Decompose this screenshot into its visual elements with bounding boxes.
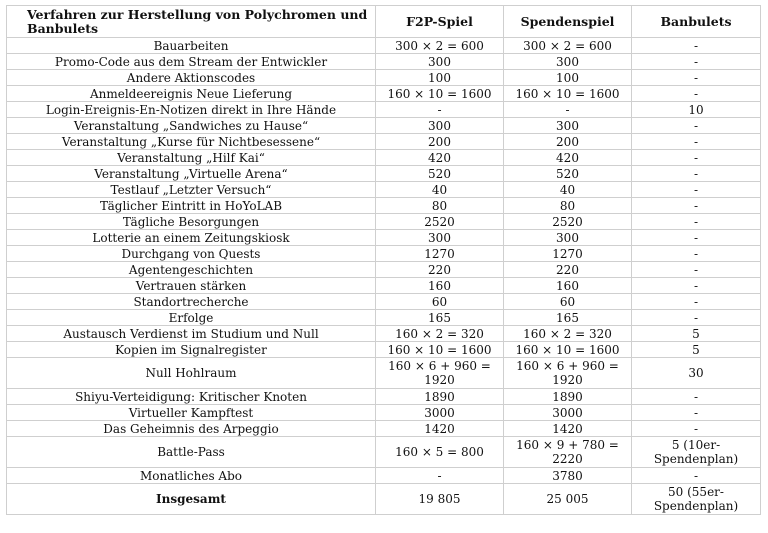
banbulets-cell: -: [632, 166, 761, 182]
method-cell: Veranstaltung „Hilf Kai“: [7, 150, 376, 166]
donation-cell: 300: [504, 118, 632, 134]
table-row: [7, 437, 761, 468]
banbulets-cell: -: [632, 421, 761, 437]
banbulets-cell: -: [632, 150, 761, 166]
donation-cell: 25 005: [504, 484, 632, 515]
donation-cell: 165: [504, 310, 632, 326]
f2p-cell: -: [376, 468, 504, 484]
method-cell: Tägliche Besorgungen: [7, 214, 376, 230]
donation-cell: 160 × 10 = 1600: [504, 342, 632, 358]
donation-cell: 200: [504, 134, 632, 150]
banbulets-cell: -: [632, 118, 761, 134]
f2p-cell: 40: [376, 182, 504, 198]
table-row: [7, 182, 761, 198]
donation-cell: 160 × 10 = 1600: [504, 86, 632, 102]
table-row: [7, 342, 761, 358]
banbulets-cell: -: [632, 389, 761, 405]
method-cell: Lotterie an einem Zeitungskiosk: [7, 230, 376, 246]
f2p-cell: 160 × 10 = 1600: [376, 342, 504, 358]
table-row: [7, 230, 761, 246]
f2p-cell: 520: [376, 166, 504, 182]
table-row: [7, 134, 761, 150]
method-cell: Monatliches Abo: [7, 468, 376, 484]
method-cell: Andere Aktionscodes: [7, 70, 376, 86]
method-cell: Virtueller Kampftest: [7, 405, 376, 421]
table-row: [7, 484, 761, 515]
method-cell: Login-Ereignis-En-Notizen direkt in Ihre Hände: [7, 102, 376, 118]
f2p-cell: 160 × 2 = 320: [376, 326, 504, 342]
banbulets-cell: -: [632, 182, 761, 198]
f2p-cell: 300: [376, 118, 504, 134]
donation-cell: 1420: [504, 421, 632, 437]
donation-cell: 60: [504, 294, 632, 310]
table-row: [7, 86, 761, 102]
f2p-cell: 300 × 2 = 600: [376, 38, 504, 54]
f2p-cell: 420: [376, 150, 504, 166]
f2p-cell: 200: [376, 134, 504, 150]
donation-cell: 3000: [504, 405, 632, 421]
banbulets-cell: 5: [632, 342, 761, 358]
banbulets-cell: 5 (10er-Spendenplan): [632, 437, 761, 468]
f2p-cell: 220: [376, 262, 504, 278]
f2p-cell: 160 × 6 + 960 = 1920: [376, 358, 504, 389]
method-cell: Vertrauen stärken: [7, 278, 376, 294]
banbulets-cell: -: [632, 70, 761, 86]
method-cell: Veranstaltung „Virtuelle Arena“: [7, 166, 376, 182]
table-row: [7, 150, 761, 166]
f2p-cell: 160 × 10 = 1600: [376, 86, 504, 102]
table-wrapper: [6, 5, 761, 515]
banbulets-cell: -: [632, 198, 761, 214]
donation-cell: 420: [504, 150, 632, 166]
table-row: [7, 38, 761, 54]
banbulets-cell: -: [632, 86, 761, 102]
donation-cell: 2520: [504, 214, 632, 230]
method-cell: Erfolge: [7, 310, 376, 326]
banbulets-cell: -: [632, 246, 761, 262]
f2p-cell: 2520: [376, 214, 504, 230]
banbulets-cell: -: [632, 38, 761, 54]
banbulets-cell: -: [632, 310, 761, 326]
method-cell: Insgesamt: [7, 484, 376, 515]
donation-cell: 220: [504, 262, 632, 278]
banbulets-cell: -: [632, 278, 761, 294]
table-row: [7, 421, 761, 437]
f2p-cell: 3000: [376, 405, 504, 421]
donation-cell: 300 × 2 = 600: [504, 38, 632, 54]
f2p-cell: 80: [376, 198, 504, 214]
f2p-cell: 1420: [376, 421, 504, 437]
f2p-cell: 300: [376, 54, 504, 70]
table-row: [7, 166, 761, 182]
f2p-cell: 100: [376, 70, 504, 86]
f2p-cell: 165: [376, 310, 504, 326]
method-cell: Anmeldeereignis Neue Lieferung: [7, 86, 376, 102]
table-body: [7, 38, 761, 515]
banbulets-cell: -: [632, 214, 761, 230]
table-row: [7, 326, 761, 342]
header-donation: Spendenspiel: [504, 6, 632, 38]
banbulets-cell: -: [632, 230, 761, 246]
banbulets-cell: -: [632, 262, 761, 278]
method-cell: Standortrecherche: [7, 294, 376, 310]
table-row: [7, 54, 761, 70]
table-row: [7, 405, 761, 421]
banbulets-cell: 5: [632, 326, 761, 342]
method-cell: Shiyu-Verteidigung: Kritischer Knoten: [7, 389, 376, 405]
table-row: [7, 262, 761, 278]
header-method: Verfahren zur Herstellung von Polychromen und Banbulets: [7, 6, 376, 38]
donation-cell: 520: [504, 166, 632, 182]
banbulets-cell: -: [632, 134, 761, 150]
banbulets-cell: -: [632, 468, 761, 484]
f2p-cell: 160 × 5 = 800: [376, 437, 504, 468]
table-row: [7, 214, 761, 230]
table-row: [7, 310, 761, 326]
method-cell: Agentengeschichten: [7, 262, 376, 278]
donation-cell: -: [504, 102, 632, 118]
donation-cell: 1890: [504, 389, 632, 405]
banbulets-cell: -: [632, 54, 761, 70]
table-row: [7, 118, 761, 134]
method-cell: Null Hohlraum: [7, 358, 376, 389]
methods-table: [6, 5, 761, 515]
method-cell: Austausch Verdienst im Studium und Null: [7, 326, 376, 342]
donation-cell: 160 × 6 + 960 = 1920: [504, 358, 632, 389]
method-cell: Durchgang von Quests: [7, 246, 376, 262]
donation-cell: 3780: [504, 468, 632, 484]
table-row: [7, 389, 761, 405]
header-f2p: F2P-Spiel: [376, 6, 504, 38]
method-cell: Täglicher Eintritt in HoYoLAB: [7, 198, 376, 214]
method-cell: Promo-Code aus dem Stream der Entwickler: [7, 54, 376, 70]
table-row: [7, 278, 761, 294]
method-cell: Veranstaltung „Sandwiches zu Hause“: [7, 118, 376, 134]
banbulets-cell: 50 (55er-Spendenplan): [632, 484, 761, 515]
donation-cell: 160: [504, 278, 632, 294]
banbulets-cell: -: [632, 405, 761, 421]
header-banbulets: Banbulets: [632, 6, 761, 38]
method-cell: Das Geheimnis des Arpeggio: [7, 421, 376, 437]
donation-cell: 100: [504, 70, 632, 86]
banbulets-cell: 30: [632, 358, 761, 389]
f2p-cell: 1890: [376, 389, 504, 405]
method-cell: Testlauf „Letzter Versuch“: [7, 182, 376, 198]
donation-cell: 1270: [504, 246, 632, 262]
header-row: [7, 6, 761, 38]
table-row: [7, 102, 761, 118]
table-row: [7, 294, 761, 310]
table-row: [7, 198, 761, 214]
donation-cell: 300: [504, 54, 632, 70]
donation-cell: 300: [504, 230, 632, 246]
donation-cell: 40: [504, 182, 632, 198]
f2p-cell: 60: [376, 294, 504, 310]
banbulets-cell: -: [632, 294, 761, 310]
f2p-cell: 1270: [376, 246, 504, 262]
table-row: [7, 468, 761, 484]
method-cell: Veranstaltung „Kurse für Nichtbesessene“: [7, 134, 376, 150]
table-row: [7, 70, 761, 86]
method-cell: Bauarbeiten: [7, 38, 376, 54]
table-row: [7, 246, 761, 262]
f2p-cell: 160: [376, 278, 504, 294]
donation-cell: 80: [504, 198, 632, 214]
f2p-cell: -: [376, 102, 504, 118]
method-cell: Kopien im Signalregister: [7, 342, 376, 358]
table-row: [7, 358, 761, 389]
donation-cell: 160 × 9 + 780 = 2220: [504, 437, 632, 468]
method-cell: Battle-Pass: [7, 437, 376, 468]
donation-cell: 160 × 2 = 320: [504, 326, 632, 342]
banbulets-cell: 10: [632, 102, 761, 118]
f2p-cell: 300: [376, 230, 504, 246]
f2p-cell: 19 805: [376, 484, 504, 515]
